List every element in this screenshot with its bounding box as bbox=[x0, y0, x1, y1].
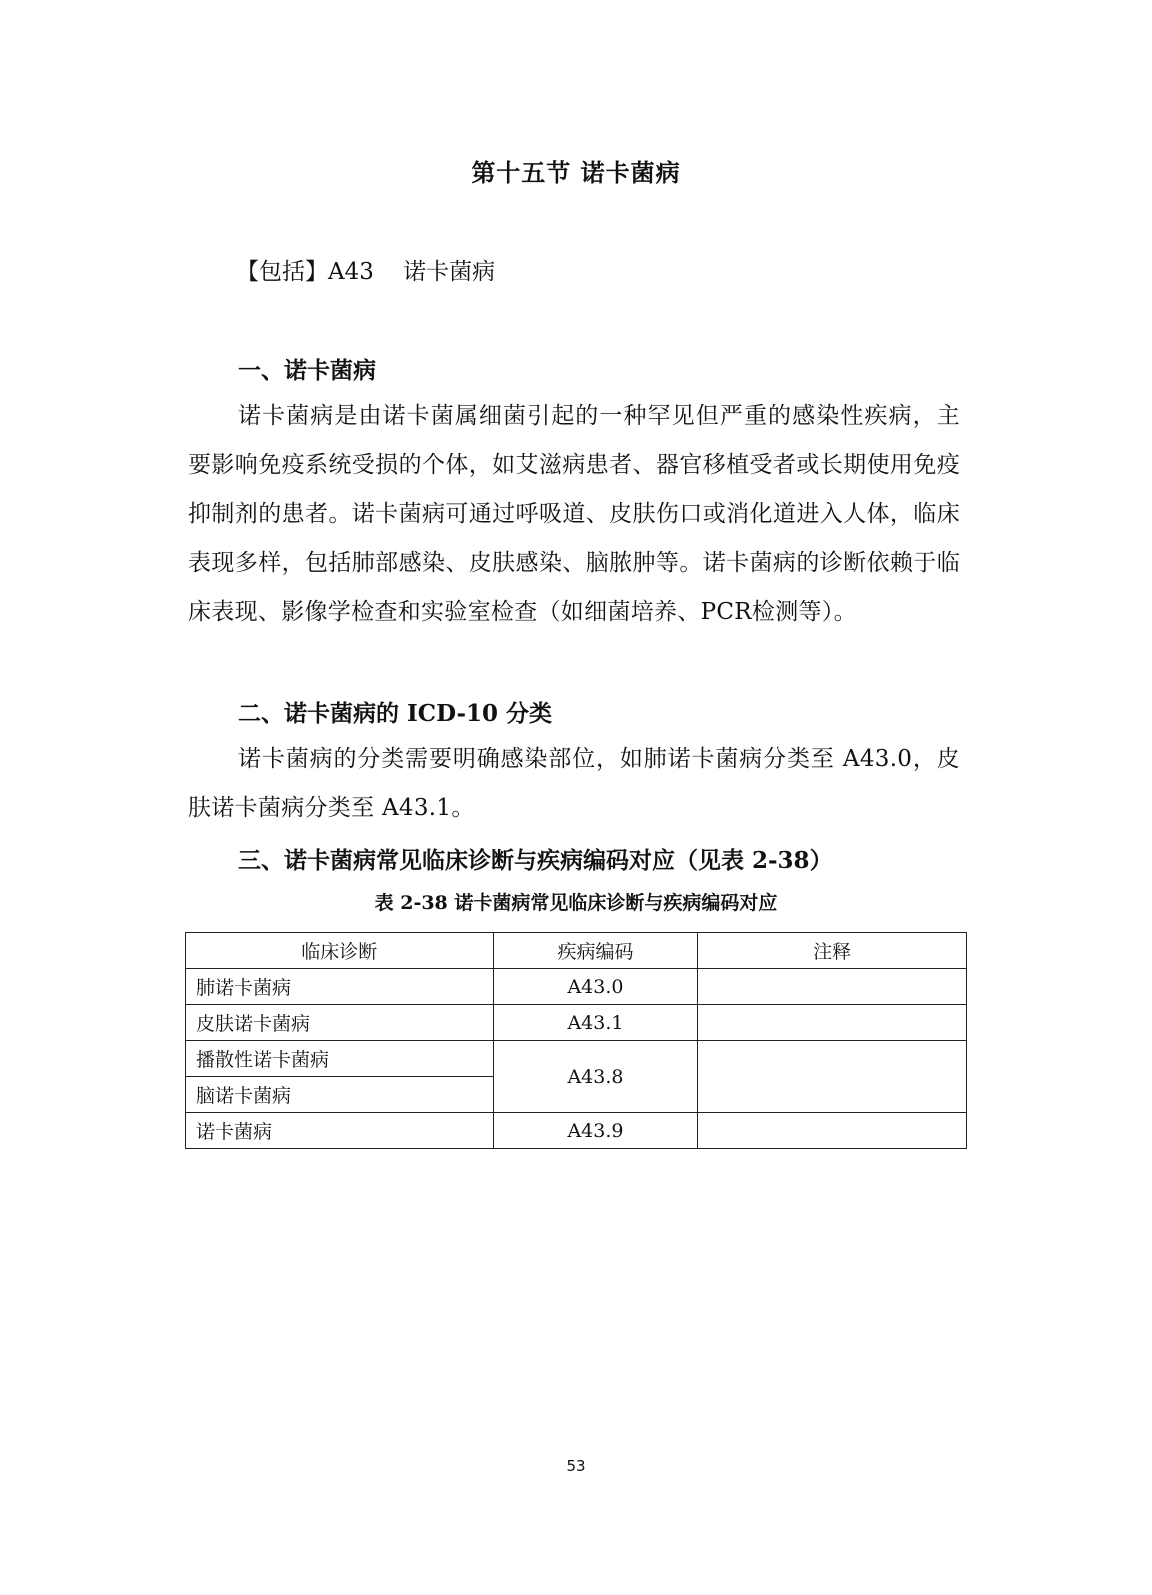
code-cell: A43.1 bbox=[493, 1005, 698, 1041]
note-cell-merged bbox=[698, 1041, 967, 1113]
diagnosis-cell: 诺卡菌病 bbox=[186, 1113, 494, 1149]
diagnosis-code-table bbox=[185, 932, 967, 1149]
note-cell bbox=[698, 969, 967, 1005]
table-row bbox=[186, 1041, 967, 1077]
table-caption: 表 2-38 诺卡菌病常见临床诊断与疾病编码对应 bbox=[374, 892, 778, 914]
page-number: 53 bbox=[566, 1457, 586, 1475]
diagnosis-cell: 脑诺卡菌病 bbox=[186, 1077, 494, 1113]
diagnosis-cell: 肺诺卡菌病 bbox=[186, 969, 494, 1005]
table-row bbox=[186, 969, 967, 1005]
table-row bbox=[186, 1113, 967, 1149]
note-cell bbox=[698, 1113, 967, 1149]
column-header-diagnosis: 临床诊断 bbox=[186, 933, 494, 969]
section-heading-2: 二、诺卡菌病的 ICD-10 分类 bbox=[238, 700, 553, 727]
column-header-note: 注释 bbox=[698, 933, 967, 969]
includes-line: 【包括】A43 诺卡菌病 bbox=[236, 259, 496, 285]
section-heading-3: 三、诺卡菌病常见临床诊断与疾病编码对应（见表 2-38） bbox=[238, 847, 833, 874]
diagnosis-cell: 播散性诺卡菌病 bbox=[186, 1041, 494, 1077]
code-cell-merged: A43.8 bbox=[493, 1041, 698, 1113]
code-cell: A43.0 bbox=[493, 969, 698, 1005]
column-header-code: 疾病编码 bbox=[493, 933, 698, 969]
code-cell: A43.9 bbox=[493, 1113, 698, 1149]
section-heading-1: 一、诺卡菌病 bbox=[238, 357, 376, 384]
note-cell bbox=[698, 1005, 967, 1041]
table-header-row bbox=[186, 933, 967, 969]
page-title: 第十五节 诺卡菌病 bbox=[471, 158, 681, 187]
table-row bbox=[186, 1005, 967, 1041]
section-paragraph-1: 诺卡菌病是由诺卡菌属细菌引起的一种罕见但严重的感染性疾病，主要影响免疫系统受损的个体，如艾滋病患者、器官移植受者或长期使用免疫抑制剂的患者。诺卡菌病可通过呼吸道、皮肤伤口或消化道进入人体，临床表现多样，包括肺部感染、皮肤感染、脑脓肿等。诺卡菌病的诊断依赖于临床表现、影像学检查和实验室检查（如细菌培养、PCR检测等）。 bbox=[188, 403, 960, 625]
section-paragraph-2: 诺卡菌病的分类需要明确感染部位，如肺诺卡菌病分类至 A43.0，皮肤诺卡菌病分类至 A43.1。 bbox=[188, 746, 960, 821]
diagnosis-cell: 皮肤诺卡菌病 bbox=[186, 1005, 494, 1041]
